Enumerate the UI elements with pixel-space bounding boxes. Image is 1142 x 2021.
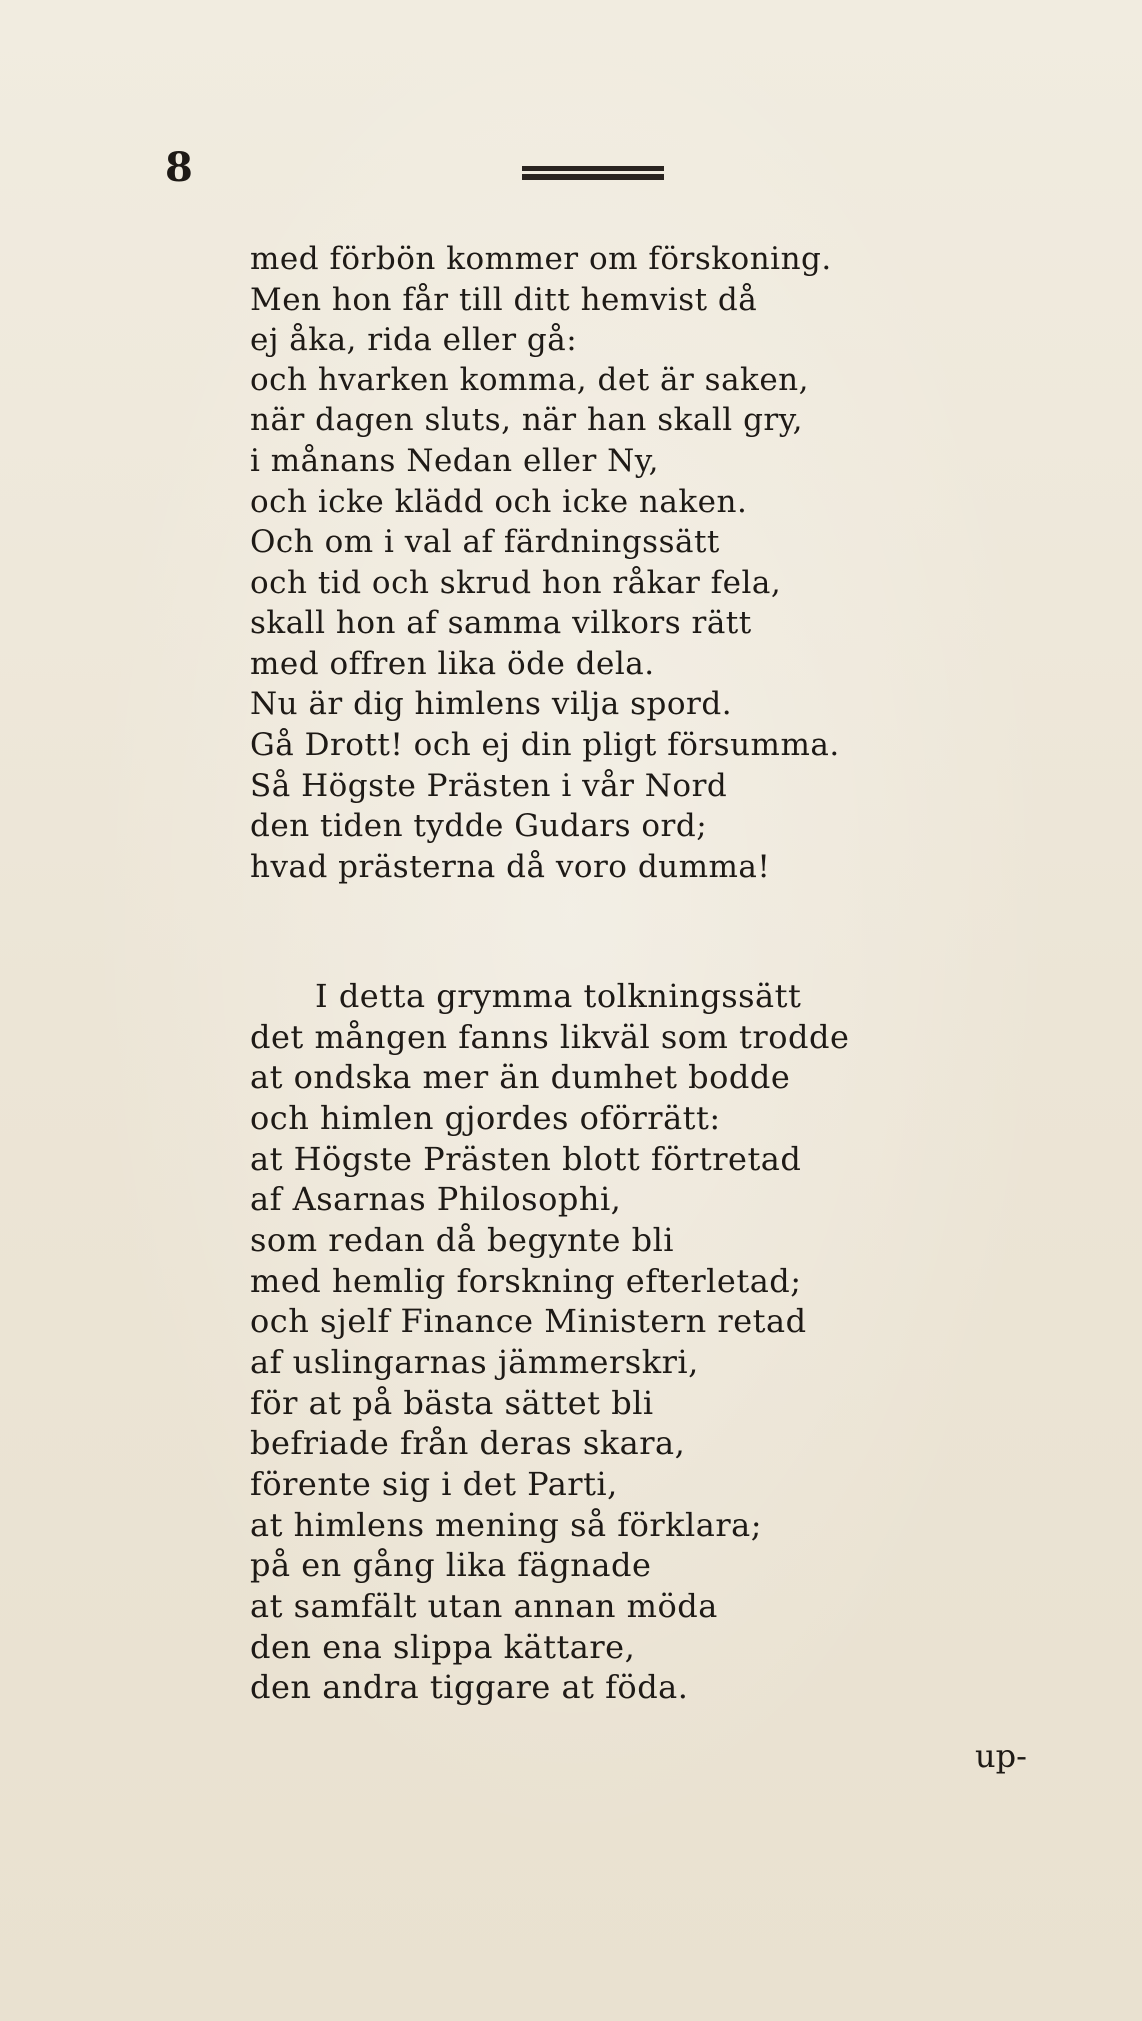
verse-line: Men hon får till ditt hemvist då [250,282,758,318]
verse-line: hvad prästerna då voro dumma! [250,849,771,885]
ornament-thin-bar [522,166,664,171]
catchword: up- [975,1737,1027,1775]
verse-line: I detta grymma tolkningssätt [315,977,802,1015]
verse-line: i månans Nedan eller Ny, [250,443,660,479]
verse-line: förente sig i det Parti, [250,1465,618,1503]
verse-line: skall hon af samma vilkors rätt [250,605,752,641]
verse-line: af uslingarnas jämmerskri, [250,1343,699,1381]
verse-line: och tid och skrud hon råkar fela, [250,565,782,601]
verse-line: och icke klädd och icke naken. [250,484,748,520]
verse-line: den ena slippa kättare, [250,1628,636,1666]
verse-line: den tiden tydde Gudars ord; [250,808,708,844]
verse-line: ej åka, rida eller gå: [250,322,578,358]
verse-line: med förbön kommer om förskoning. [250,241,832,277]
verse-line: det mången fanns likväl som trodde [250,1018,850,1056]
verse-line: och himlen gjordes oförrätt: [250,1099,721,1137]
verse-line: och hvarken komma, det är saken, [250,362,809,398]
verse-line: Så Högste Prästen i vår Nord [250,768,728,804]
verse-line: at himlens mening så förklara; [250,1506,762,1544]
page-number: 8 [165,144,193,191]
verse-line: och sjelf Finance Ministern retad [250,1302,807,1340]
verse-line: med hemlig forskning efterletad; [250,1262,802,1300]
verse-line: at Högste Prästen blott förtretad [250,1140,802,1178]
ornament-thick-bar [522,174,664,180]
verse-line: befriade från deras skara, [250,1424,686,1462]
verse-line: Gå Drott! och ej din pligt försumma. [250,727,840,763]
verse-line: at ondska mer än dumhet bodde [250,1058,791,1096]
verse-line: Och om i val af färdningssätt [250,524,720,560]
verse-line: af Asarnas Philosophi, [250,1180,622,1218]
verse-line: Nu är dig himlens vilja spord. [250,686,733,722]
header-ornament-rule [522,166,664,182]
verse-line: som redan då begynte bli [250,1221,675,1259]
verse-line: när dagen sluts, när han skall gry, [250,402,803,438]
verse-line: för at på bästa sättet bli [250,1384,654,1422]
verse-line: den andra tiggare at föda. [250,1668,689,1706]
verse-line: på en gång lika fägnade [250,1546,652,1584]
verse-line: at samfält utan annan möda [250,1587,718,1625]
verse-line: med offren lika öde dela. [250,646,655,682]
